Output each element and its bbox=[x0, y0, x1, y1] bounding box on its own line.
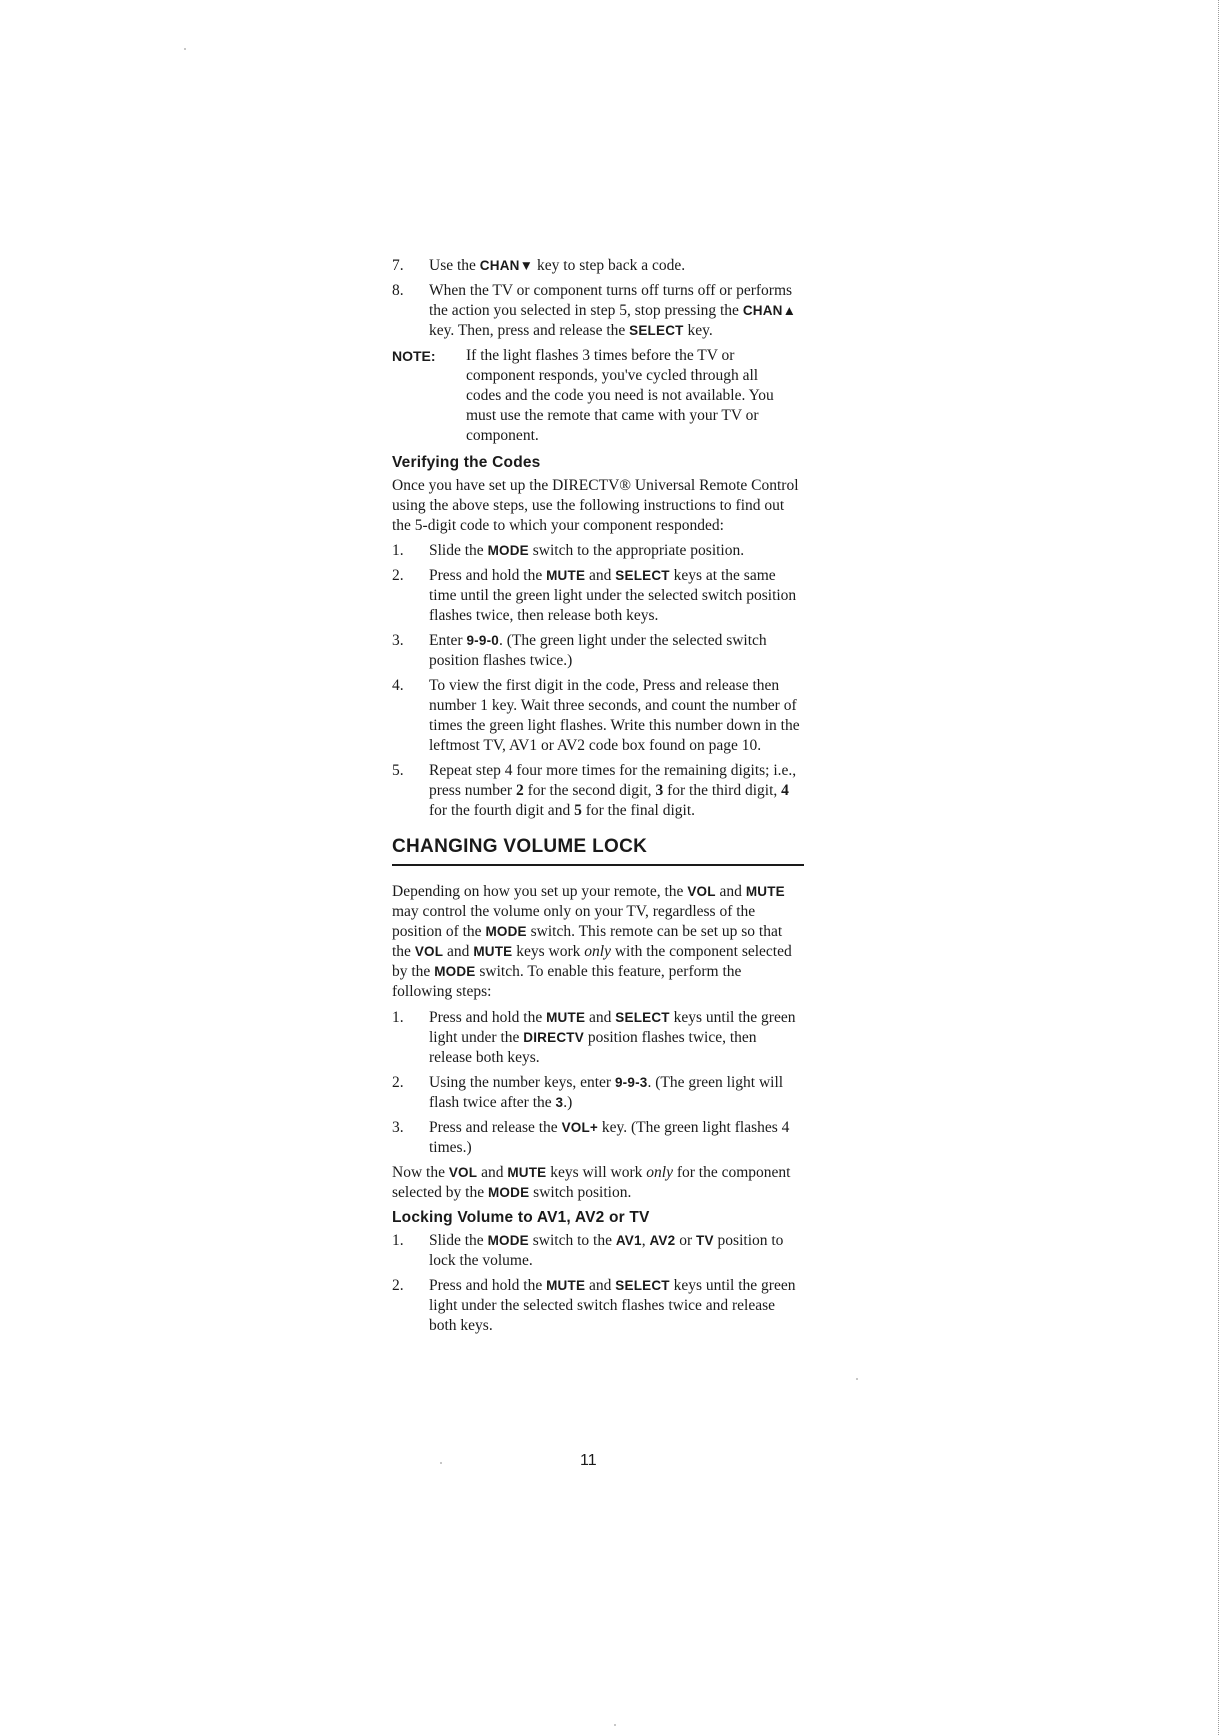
bold-digit: 4 bbox=[781, 782, 789, 799]
key-name: DIRECTV bbox=[523, 1030, 584, 1045]
key-name: VOL bbox=[414, 944, 444, 959]
changing-volume-lock-heading: CHANGING VOLUME LOCK bbox=[392, 836, 648, 857]
step-text: Press and hold the MUTE and SELECT keys until the green light under the DIRECTV position flashes twice, then release both keys. bbox=[429, 1009, 796, 1066]
key-name: 9-9-0 bbox=[466, 633, 499, 648]
step-item bbox=[392, 566, 802, 626]
step-text: Slide the MODE switch to the AV1, AV2 or TV position to lock the volume. bbox=[429, 1232, 784, 1269]
key-name: CHAN▲ bbox=[742, 303, 797, 318]
key-name: AV2 bbox=[649, 1233, 676, 1248]
step-number: 2. bbox=[392, 1277, 404, 1294]
step-number: 1. bbox=[392, 1009, 404, 1026]
scan-speck bbox=[184, 48, 186, 50]
step-number: 4. bbox=[392, 677, 404, 694]
key-name: CHAN▼ bbox=[479, 258, 534, 273]
bold-digit: 2 bbox=[515, 782, 524, 799]
key-name: SELECT bbox=[615, 1010, 670, 1025]
step-text: Repeat step 4 four more times for the remaining digits; i.e., press number 2 for the second digit, 3 for the third digit, 4 for the fourth digit and 5 for the final digit. bbox=[429, 762, 797, 819]
note-block bbox=[392, 346, 802, 446]
key-name: MUTE bbox=[546, 568, 586, 583]
note-text: If the light flashes 3 times before the TV or component responds, you've cycled through all codes and the code you need is not available. You must use the remote that came with your TV or component. bbox=[466, 347, 774, 444]
verifying-codes-steps bbox=[392, 541, 802, 821]
step-number: 7. bbox=[392, 257, 404, 274]
volume-lock-intro: Depending on how you set up your remote, the VOL and MUTE may control the volume only on your TV, regardless of the position of the MODE switch. This remote can be set up so that the VOL and MUTE keys work only with the component selected by the MODE switch. To enable this feature, perform the following steps: bbox=[392, 883, 792, 1000]
step-text: Press and hold the MUTE and SELECT keys until the green light under the selected switch flashes twice and release both keys. bbox=[429, 1277, 796, 1334]
volume-lock-steps bbox=[392, 1008, 802, 1158]
step-number: 8. bbox=[392, 282, 404, 299]
step-number: 2. bbox=[392, 1074, 404, 1091]
step-item bbox=[392, 1118, 802, 1158]
steps-top-list bbox=[392, 256, 802, 341]
step-text: Using the number keys, enter 9-9-3. (The green light will flash twice after the 3.) bbox=[429, 1074, 784, 1111]
key-name: MODE bbox=[434, 964, 476, 979]
key-name: SELECT bbox=[615, 568, 670, 583]
step-number: 2. bbox=[392, 567, 404, 584]
step-item bbox=[392, 676, 802, 756]
key-name: MODE bbox=[487, 1185, 530, 1200]
step-item bbox=[392, 281, 802, 341]
emphasis: only bbox=[584, 943, 611, 960]
step-text: Use the CHAN▼ key to step back a code. bbox=[429, 257, 686, 274]
key-name: TV bbox=[696, 1233, 714, 1248]
volume-lock-outro: Now the VOL and MUTE keys will work only for the component selected by the MODE switch position. bbox=[392, 1164, 791, 1201]
note-label: NOTE: bbox=[392, 348, 436, 364]
step-number: 1. bbox=[392, 1232, 404, 1249]
bold-digit: 5 bbox=[574, 802, 582, 819]
key-name: MODE bbox=[487, 1233, 529, 1248]
page-content bbox=[392, 256, 802, 1341]
key-name: MUTE bbox=[546, 1278, 586, 1293]
key-name: MUTE bbox=[546, 1010, 586, 1025]
bold-digit: 3 bbox=[655, 782, 664, 799]
step-number: 1. bbox=[392, 542, 404, 559]
key-name: SELECT bbox=[629, 323, 684, 338]
step-item bbox=[392, 631, 802, 671]
verifying-codes-heading: Verifying the Codes bbox=[392, 454, 541, 471]
step-item bbox=[392, 1231, 802, 1271]
step-item bbox=[392, 541, 802, 561]
key-name: 9-9-3 bbox=[614, 1075, 648, 1090]
key-name: VOL bbox=[687, 884, 716, 899]
emphasis: only bbox=[646, 1164, 673, 1181]
key-name: MUTE bbox=[507, 1165, 547, 1180]
scan-speck bbox=[614, 1724, 616, 1726]
key-name: VOL+ bbox=[561, 1120, 598, 1135]
section-rule bbox=[392, 864, 804, 866]
step-text: Slide the MODE switch to the appropriate position. bbox=[429, 542, 745, 559]
key-name: MUTE bbox=[745, 884, 785, 899]
step-number: 3. bbox=[392, 1119, 404, 1136]
key-name: SELECT bbox=[615, 1278, 670, 1293]
step-item bbox=[392, 1073, 802, 1113]
step-item bbox=[392, 1008, 802, 1068]
step-text: To view the first digit in the code, Press and release then number 1 key. Wait three seconds, and count the number of times the green light flashes. Write this number down in the leftmost TV, AV1 or AV2 code box found on page 10. bbox=[429, 677, 800, 754]
key-name: 3 bbox=[555, 1095, 564, 1110]
step-number: 5. bbox=[392, 762, 404, 779]
step-number: 3. bbox=[392, 632, 404, 649]
locking-volume-steps bbox=[392, 1231, 802, 1336]
step-text: Press and release the VOL+ key. (The green light flashes 4 times.) bbox=[429, 1119, 790, 1156]
scan-speck bbox=[440, 1462, 442, 1464]
scan-edge-line bbox=[1218, 0, 1219, 1735]
page-number: 11 bbox=[580, 1452, 597, 1469]
step-item bbox=[392, 256, 802, 276]
locking-volume-heading: Locking Volume to AV1, AV2 or TV bbox=[392, 1209, 650, 1226]
step-text: When the TV or component turns off turns off or performs the action you selected in step 5, stop pressing the CHAN▲ key. Then, press and release the SELECT key. bbox=[429, 282, 797, 339]
key-name: MUTE bbox=[473, 944, 513, 959]
key-name: MODE bbox=[485, 924, 527, 939]
step-item bbox=[392, 1276, 802, 1336]
step-item bbox=[392, 761, 802, 821]
key-name: AV1 bbox=[615, 1233, 642, 1248]
scan-speck bbox=[856, 1378, 858, 1380]
step-text: Enter 9-9-0. (The green light under the selected switch position flashes twice.) bbox=[429, 632, 767, 669]
key-name: MODE bbox=[487, 543, 529, 558]
verifying-codes-intro: Once you have set up the DIRECTV® Universal Remote Control using the above steps, use the following instructions to find out the 5-digit code to which your component responded: bbox=[392, 477, 799, 534]
key-name: VOL bbox=[448, 1165, 478, 1180]
step-text: Press and hold the MUTE and SELECT keys at the same time until the green light under the selected switch position flashes twice, then release both keys. bbox=[429, 567, 797, 624]
